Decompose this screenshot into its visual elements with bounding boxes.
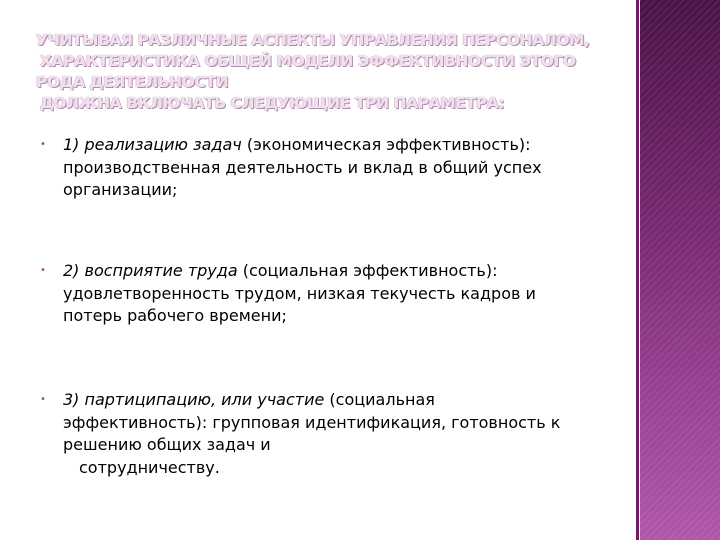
item-description: (экономическая эффективность): производственная деятельность и вклад в общий успех организации; bbox=[63, 135, 542, 199]
decorative-side-band bbox=[640, 0, 720, 540]
item-term: 2) восприятие труда bbox=[63, 261, 238, 280]
title-line-2: ХАРАКТЕРИСТИКА ОБЩЕЙ МОДЕЛИ ЭФФЕКТИВНОСТИ ЭТОГО bbox=[40, 52, 576, 70]
list-item-text bbox=[63, 134, 583, 202]
bullet-icon: • bbox=[40, 394, 46, 405]
list-item-text bbox=[63, 389, 583, 479]
item-tail: сотрудничеству. bbox=[79, 457, 220, 477]
item-term: 1) реализацию задач bbox=[63, 135, 242, 154]
list-item-text bbox=[63, 260, 583, 328]
bullet-icon: • bbox=[40, 265, 46, 276]
slide-title bbox=[36, 30, 626, 114]
item-description: (социальная эффективность): групповая идентификация, готовность к решению общих задач и bbox=[63, 390, 561, 454]
title-line-1: УЧИТЫВАЯ РАЗЛИЧНЫЕ АСПЕКТЫ УПРАВЛЕНИЯ ПЕРСОНАЛОМ, bbox=[36, 31, 590, 49]
side-divider bbox=[636, 0, 639, 540]
title-line-3: РОДА ДЕЯТЕЛЬНОСТИ bbox=[36, 73, 229, 91]
title-line-4: ДОЛЖНА ВКЛЮЧАТЬ СЛЕДУЮЩИЕ ТРИ ПАРАМЕТРА: bbox=[40, 94, 505, 112]
item-term: 3) партиципацию, или участие bbox=[63, 390, 325, 409]
item-description: (социальная эффективность): удовлетворенность трудом, низкая текучесть кадров и потерь рабочего времени; bbox=[63, 261, 536, 325]
bullet-icon: • bbox=[40, 139, 46, 150]
